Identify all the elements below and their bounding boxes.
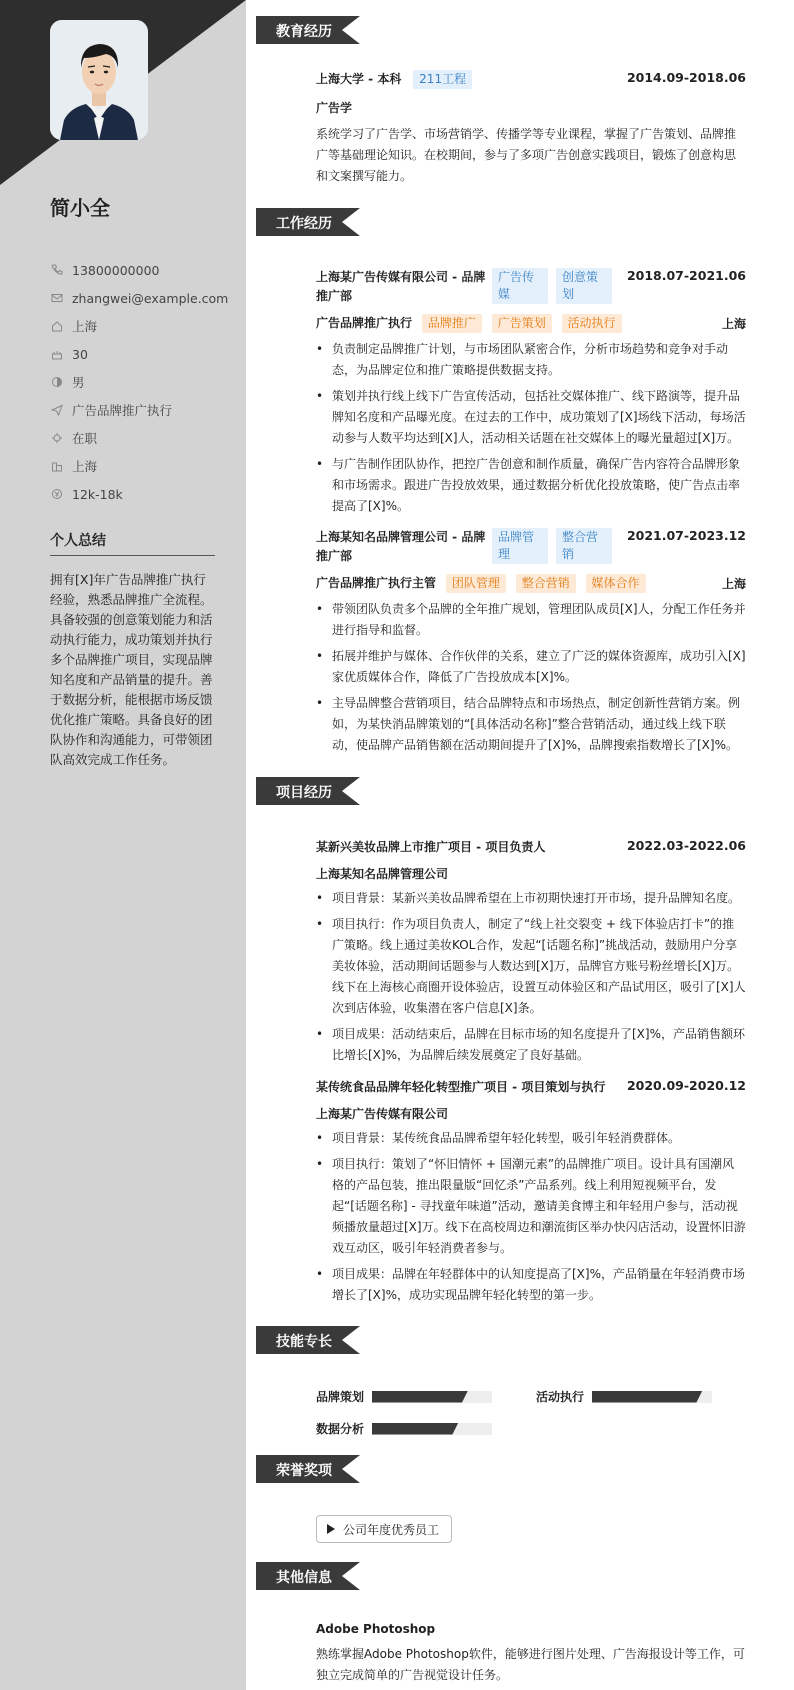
skill-bar-fill <box>372 1391 468 1403</box>
section-header-education <box>256 16 364 44</box>
list-item: • 项目执行：作为项目负责人，制定了“线上社交裂变 + 线下体验店打卡”的推广策略。线上通过美妆KOL合作，发起“[话题名称]”挑战活动，鼓励用户分享美妆体验，活动期间话题参与人数达到[X]万，品牌官方账号粉丝增长[X]万。线下在上海核心商圈开设体验店，设置互动体验区和产品试用区，吸引了[X]人次到店体验，收集潜在客户信息[X]条。 <box>316 914 746 1019</box>
info-city <box>50 452 228 480</box>
sidebar <box>0 0 246 1690</box>
skill-tag: 活动执行 <box>562 314 622 333</box>
job-title: 广告品牌推广执行主管 <box>316 576 437 590</box>
phone-icon <box>50 263 64 277</box>
info-salary <box>50 480 228 508</box>
project-entry-1 <box>316 838 746 1071</box>
skill-item <box>316 1388 492 1405</box>
section-title: 荣誉奖项 <box>276 1463 332 1479</box>
work-date: 2018.07-2021.06 <box>626 268 746 283</box>
section-header-work <box>256 208 364 236</box>
info-status <box>50 424 228 452</box>
other-desc: 熟练掌握Adobe Photoshop软件，能够进行图片处理、广告海报设计等工作，可独立完成简单的广告视觉设计任务。 <box>316 1647 745 1682</box>
other-entry <box>316 1622 746 1686</box>
job-title: 广告品牌推广执行 <box>316 316 413 330</box>
skill-bar <box>592 1391 712 1403</box>
section-header-awards <box>256 1455 364 1483</box>
list-item: • 拓展并维护与媒体、合作伙伴的关系，建立了广泛的媒体资源库，成功引入[X]家优质媒体合作，降低了广告投放成本[X]%。 <box>316 646 746 688</box>
education-entry <box>316 70 746 187</box>
project-date: 2020.09-2020.12 <box>626 1078 746 1093</box>
award-item <box>316 1515 452 1543</box>
skill-tag: 整合营销 <box>516 574 576 593</box>
company-tag: 品牌管理 <box>492 528 548 564</box>
project-bullets <box>316 1128 746 1306</box>
city-text: 上海 <box>72 459 98 474</box>
section-header-skills <box>256 1326 364 1354</box>
skill-name: 数据分析 <box>316 1422 365 1436</box>
section-title: 项目经历 <box>276 785 332 801</box>
company-name: 上海某广告传媒有限公司 - 品牌推广部 <box>316 270 486 303</box>
company-tag: 整合营销 <box>556 528 612 564</box>
home-icon <box>50 319 64 333</box>
info-gender <box>50 368 228 396</box>
info-location <box>50 312 228 340</box>
project-org: 上海某广告传媒有限公司 <box>316 1107 449 1121</box>
skill-bar <box>372 1391 492 1403</box>
school-tag: 211工程 <box>413 70 472 89</box>
info-position <box>50 396 228 424</box>
contact-info-list <box>50 256 228 508</box>
skill-name: 品牌策划 <box>316 1390 365 1404</box>
mail-icon <box>50 291 64 305</box>
education-desc: 系统学习了广告学、市场营销学、传播学等专业课程，掌握了广告策划、品牌推广等基础理论知识。在校期间，参与了多项广告创意实践项目，锻炼了创意构思和文案撰写能力。 <box>316 127 737 183</box>
avatar <box>50 20 148 140</box>
city-icon <box>50 459 64 473</box>
section-title: 技能专长 <box>276 1334 332 1350</box>
list-item: • 负责制定品牌推广计划，与市场团队紧密合作，分析市场趋势和竞争对手动态，为品牌定位和推广策略提供数据支持。 <box>316 339 746 381</box>
school-name: 上海大学 - 本科 <box>316 72 402 86</box>
gender-icon <box>50 375 64 389</box>
info-age <box>50 340 228 368</box>
project-date: 2022.03-2022.06 <box>626 838 746 853</box>
skill-tag: 广告策划 <box>492 314 552 333</box>
work-city: 上海 <box>721 577 746 591</box>
status-icon <box>50 431 64 445</box>
skill-item <box>316 1420 492 1437</box>
company-tag: 创意策划 <box>556 268 612 304</box>
summary-divider <box>50 555 215 556</box>
skill-bar <box>372 1423 492 1435</box>
salary-text: 12k-18k <box>72 486 123 502</box>
list-item: • 带领团队负责多个品牌的全年推广规划，管理团队成员[X]人，分配工作任务并进行指导和监督。 <box>316 599 746 641</box>
skill-tag: 团队管理 <box>446 574 506 593</box>
list-item: • 项目执行：策划了“怀旧情怀 + 国潮元素”的品牌推广项目。设计具有国潮风格的产品包装，推出限量版“回忆杀”产品系列。线上利用短视频平台，发起“[话题名称] - 寻找童年味道”活动，邀请美食博主和年轻用户参与，活动视频播放量超过[X]万。线下在高校周边和潮流街区举办快闪店活动，设置怀旧游戏互动区，吸引年轻消费者参与。 <box>316 1154 746 1259</box>
other-title: Adobe Photoshop <box>316 1622 436 1636</box>
list-item: • 项目成果：品牌在年轻群体中的认知度提高了[X]%，产品销量在年轻消费市场增长了[X]%，成功实现品牌年轻化转型的第一步。 <box>316 1264 746 1306</box>
avatar-photo <box>50 20 148 140</box>
list-item: • 与广告制作团队协作，把控广告创意和制作质量，确保广告内容符合品牌形象和市场需求。跟进广告投放效果，通过数据分析优化投放策略，使广告点击率提高了[X]%。 <box>316 454 746 517</box>
list-item: • 项目成果：活动结束后，品牌在目标市场的知名度提升了[X]%，产品销售额环比增长[X]%，为品牌后续发展奠定了良好基础。 <box>316 1024 746 1066</box>
work-entry-1 <box>316 268 746 522</box>
education-date: 2014.09-2018.06 <box>626 70 746 85</box>
status-text: 在职 <box>72 431 98 446</box>
summary-title: 个人总结 <box>50 533 106 549</box>
project-entry-2 <box>316 1078 746 1311</box>
project-org: 上海某知名品牌管理公司 <box>316 867 449 881</box>
email-text: zhangwei@example.com <box>72 290 229 306</box>
age-icon <box>50 347 64 361</box>
list-item: • 项目背景：某传统食品品牌希望年轻化转型，吸引年轻消费群体。 <box>316 1128 746 1149</box>
skill-name: 活动执行 <box>536 1390 585 1404</box>
gender-text: 男 <box>72 375 85 390</box>
list-item: • 项目背景：某新兴美妆品牌希望在上市初期快速打开市场，提升品牌知名度。 <box>316 888 746 909</box>
work-city: 上海 <box>721 317 746 331</box>
section-header-other <box>256 1562 364 1590</box>
work-entry-2 <box>316 528 746 761</box>
work-bullets <box>316 339 746 517</box>
skill-item <box>536 1388 712 1405</box>
location-text: 上海 <box>72 319 98 334</box>
skill-bar-fill <box>372 1423 458 1435</box>
company-tag: 广告传媒 <box>492 268 548 304</box>
project-title: 某新兴美妆品牌上市推广项目 - 项目负责人 <box>316 840 546 854</box>
company-name: 上海某知名品牌管理公司 - 品牌推广部 <box>316 530 486 563</box>
info-email <box>50 284 228 312</box>
skill-tag: 媒体合作 <box>586 574 646 593</box>
work-date: 2021.07-2023.12 <box>626 528 746 543</box>
skill-tag: 品牌推广 <box>422 314 482 333</box>
phone-text: 13800000000 <box>72 262 160 278</box>
section-title: 教育经历 <box>276 24 332 40</box>
send-icon <box>50 403 64 417</box>
skill-bar-fill <box>592 1391 702 1403</box>
salary-icon <box>50 487 64 501</box>
play-icon <box>327 1524 335 1534</box>
list-item: • 主导品牌整合营销项目，结合品牌特点和市场热点，制定创新性营销方案。例如，为某快消品牌策划的“[具体活动名称]”整合营销活动，通过线上线下联动，使品牌产品销售额在活动期间提升了[X]%，品牌搜索指数增长了[X]%。 <box>316 693 746 756</box>
position-text: 广告品牌推广执行 <box>72 403 173 418</box>
list-item: • 策划并执行线上线下广告宣传活动，包括社交媒体推广、线下路演等，提升品牌知名度和产品曝光度。在过去的工作中，成功策划了[X]场线下活动，每场活动参与人数平均达到[X]人，活动相关话题在社交媒体上的曝光量超过[X]万。 <box>316 386 746 449</box>
project-title: 某传统食品品牌年轻化转型推广项目 - 项目策划与执行 <box>316 1080 606 1094</box>
candidate-name: 简小全 <box>50 196 110 220</box>
award-text: 公司年度优秀员工 <box>343 1522 440 1537</box>
summary-text: 拥有[X]年广告品牌推广执行经验，熟悉品牌推广全流程。具备较强的创意策划能力和活动执行能力，成功策划并执行多个品牌推广项目，实现品牌知名度和产品销量的提升。善于数据分析，能根据市场反馈优化推广策略。具备良好的团队协作和沟通能力，可带领团队高效完成工作任务。 <box>50 572 213 767</box>
section-title: 工作经历 <box>276 216 332 232</box>
section-title: 其他信息 <box>276 1570 332 1586</box>
section-header-project <box>256 777 364 805</box>
age-text: 30 <box>72 346 88 362</box>
major: 广告学 <box>316 101 353 115</box>
project-bullets <box>316 888 746 1066</box>
work-bullets <box>316 599 746 756</box>
info-phone <box>50 256 228 284</box>
